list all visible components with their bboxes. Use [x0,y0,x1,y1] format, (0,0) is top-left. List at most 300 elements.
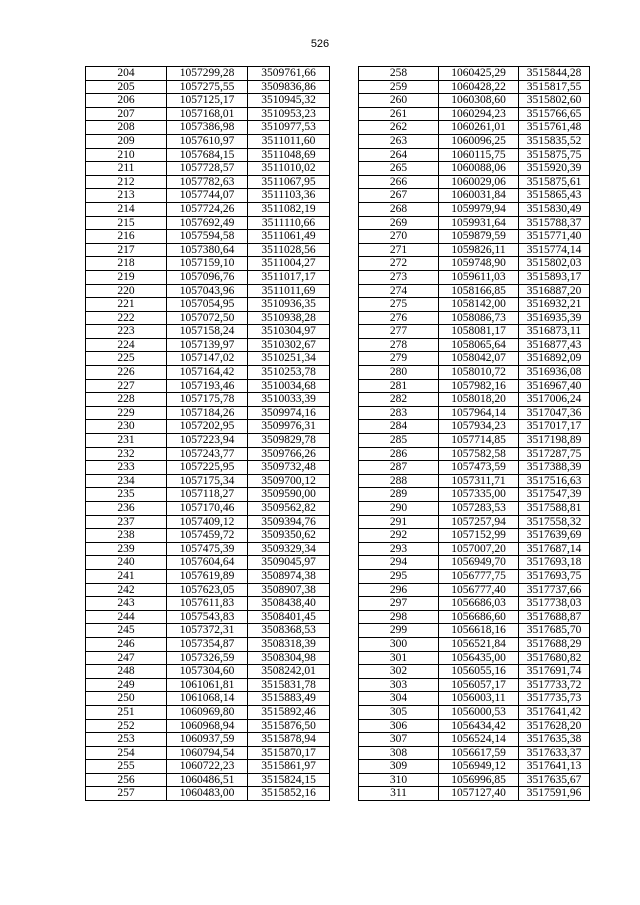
y-coordinate-cell: 3517737,66 [519,583,590,597]
x-coordinate-cell: 1060261,01 [439,121,519,135]
table-row [86,597,330,611]
point-number-cell: 264 [359,148,439,162]
coordinates-table-right [358,66,590,801]
point-number-cell: 253 [86,733,167,747]
point-number-cell: 207 [86,107,167,121]
table-row [359,556,590,570]
point-number-cell: 268 [359,202,439,216]
y-coordinate-cell: 3509350,62 [248,529,330,543]
table-row [359,447,590,461]
y-coordinate-cell: 3517516,63 [519,474,590,488]
point-number-cell: 305 [359,705,439,719]
point-number-cell: 213 [86,189,167,203]
x-coordinate-cell: 1057473,59 [439,461,519,475]
table-row [86,366,330,380]
y-coordinate-cell: 3517693,18 [519,556,590,570]
point-number-cell: 238 [86,529,167,543]
x-coordinate-cell: 1060115,75 [439,148,519,162]
table-row [86,243,330,257]
table-row [86,270,330,284]
point-number-cell: 304 [359,692,439,706]
y-coordinate-cell: 3510034,68 [248,379,330,393]
table-row [359,542,590,556]
x-coordinate-cell: 1057354,87 [167,637,248,651]
point-number-cell: 214 [86,202,167,216]
y-coordinate-cell: 3515870,17 [248,746,330,760]
point-number-cell: 216 [86,230,167,244]
point-number-cell: 217 [86,243,167,257]
y-coordinate-cell: 3515875,75 [519,148,590,162]
point-number-cell: 261 [359,107,439,121]
table-row [86,434,330,448]
point-number-cell: 302 [359,665,439,679]
x-coordinate-cell: 1061061,81 [167,678,248,692]
y-coordinate-cell: 3515824,15 [248,773,330,787]
point-number-cell: 280 [359,366,439,380]
table-row [359,597,590,611]
table-row [86,678,330,692]
y-coordinate-cell: 3509974,16 [248,406,330,420]
table-row [86,556,330,570]
point-number-cell: 252 [86,719,167,733]
point-number-cell: 204 [86,67,167,81]
x-coordinate-cell: 1060483,00 [167,787,248,801]
x-coordinate-cell: 1058042,07 [439,352,519,366]
point-number-cell: 233 [86,461,167,475]
point-number-cell: 299 [359,624,439,638]
x-coordinate-cell: 1057223,94 [167,434,248,448]
point-number-cell: 225 [86,352,167,366]
point-number-cell: 227 [86,379,167,393]
table-row [86,542,330,556]
x-coordinate-cell: 1058065,64 [439,338,519,352]
point-number-cell: 262 [359,121,439,135]
point-number-cell: 228 [86,393,167,407]
point-number-cell: 292 [359,529,439,543]
table-row [86,134,330,148]
x-coordinate-cell: 1057193,46 [167,379,248,393]
y-coordinate-cell: 3516932,21 [519,298,590,312]
point-number-cell: 226 [86,366,167,380]
y-coordinate-cell: 3515844,28 [519,67,590,81]
y-coordinate-cell: 3517287,75 [519,447,590,461]
y-coordinate-cell: 3517685,70 [519,624,590,638]
table-row [359,243,590,257]
x-coordinate-cell: 1057611,83 [167,597,248,611]
point-number-cell: 311 [359,787,439,801]
x-coordinate-cell: 1060096,25 [439,134,519,148]
point-number-cell: 275 [359,298,439,312]
y-coordinate-cell: 3517639,69 [519,529,590,543]
x-coordinate-cell: 1057728,57 [167,162,248,176]
y-coordinate-cell: 3517547,39 [519,488,590,502]
y-coordinate-cell: 3515852,16 [248,787,330,801]
table-row [359,733,590,747]
x-coordinate-cell: 1057243,77 [167,447,248,461]
point-number-cell: 283 [359,406,439,420]
table-row [359,338,590,352]
table-row [86,760,330,774]
y-coordinate-cell: 3517738,03 [519,597,590,611]
y-coordinate-cell: 3511061,49 [248,230,330,244]
table-row [359,202,590,216]
table-row [359,393,590,407]
point-number-cell: 310 [359,773,439,787]
y-coordinate-cell: 3510936,35 [248,298,330,312]
table-row [86,787,330,801]
y-coordinate-cell: 3515817,55 [519,80,590,94]
x-coordinate-cell: 1057147,02 [167,352,248,366]
x-coordinate-cell: 1056434,42 [439,719,519,733]
table-row [359,610,590,624]
point-number-cell: 211 [86,162,167,176]
table-row [359,665,590,679]
x-coordinate-cell: 1056057,17 [439,678,519,692]
table-row [359,637,590,651]
x-coordinate-cell: 1061068,14 [167,692,248,706]
point-number-cell: 247 [86,651,167,665]
point-number-cell: 234 [86,474,167,488]
y-coordinate-cell: 3511011,60 [248,134,330,148]
y-coordinate-cell: 3510302,67 [248,338,330,352]
y-coordinate-cell: 3510251,34 [248,352,330,366]
point-number-cell: 270 [359,230,439,244]
y-coordinate-cell: 3515875,61 [519,175,590,189]
point-number-cell: 284 [359,420,439,434]
y-coordinate-cell: 3515878,94 [248,733,330,747]
table-row [86,583,330,597]
y-coordinate-cell: 3516877,43 [519,338,590,352]
point-number-cell: 297 [359,597,439,611]
point-number-cell: 285 [359,434,439,448]
y-coordinate-cell: 3515766,65 [519,107,590,121]
table-row [359,325,590,339]
table-row [86,94,330,108]
x-coordinate-cell: 1056000,53 [439,705,519,719]
point-number-cell: 263 [359,134,439,148]
point-number-cell: 260 [359,94,439,108]
point-number-cell: 259 [359,80,439,94]
y-coordinate-cell: 3517735,73 [519,692,590,706]
x-coordinate-cell: 1057724,26 [167,202,248,216]
table-row [86,610,330,624]
point-number-cell: 278 [359,338,439,352]
point-number-cell: 229 [86,406,167,420]
table-row [86,515,330,529]
x-coordinate-cell: 1056777,40 [439,583,519,597]
point-number-cell: 294 [359,556,439,570]
point-number-cell: 290 [359,502,439,516]
y-coordinate-cell: 3510938,28 [248,311,330,325]
x-coordinate-cell: 1057096,76 [167,270,248,284]
table-row [359,705,590,719]
table-row [86,67,330,81]
point-number-cell: 222 [86,311,167,325]
table-row [359,760,590,774]
x-coordinate-cell: 1057459,72 [167,529,248,543]
y-coordinate-cell: 3515802,60 [519,94,590,108]
point-number-cell: 254 [86,746,167,760]
y-coordinate-cell: 3508401,45 [248,610,330,624]
table-row [86,461,330,475]
point-number-cell: 308 [359,746,439,760]
table-row [359,569,590,583]
x-coordinate-cell: 1058142,00 [439,298,519,312]
x-coordinate-cell: 1057299,28 [167,67,248,81]
y-coordinate-cell: 3517688,29 [519,637,590,651]
x-coordinate-cell: 1057782,63 [167,175,248,189]
point-number-cell: 249 [86,678,167,692]
y-coordinate-cell: 3516935,39 [519,311,590,325]
y-coordinate-cell: 3517635,38 [519,733,590,747]
x-coordinate-cell: 1057159,10 [167,257,248,271]
point-number-cell: 237 [86,515,167,529]
table-row [86,189,330,203]
table-row [359,583,590,597]
x-coordinate-cell: 1057326,59 [167,651,248,665]
y-coordinate-cell: 3511110,66 [248,216,330,230]
y-coordinate-cell: 3508907,38 [248,583,330,597]
y-coordinate-cell: 3509045,97 [248,556,330,570]
y-coordinate-cell: 3509394,76 [248,515,330,529]
x-coordinate-cell: 1056003,11 [439,692,519,706]
y-coordinate-cell: 3515861,97 [248,760,330,774]
point-number-cell: 230 [86,420,167,434]
table-row [359,284,590,298]
table-row [86,230,330,244]
table-row [359,148,590,162]
table-row [359,529,590,543]
y-coordinate-cell: 3510953,23 [248,107,330,121]
x-coordinate-cell: 1057168,01 [167,107,248,121]
table-row [86,107,330,121]
table-row [86,624,330,638]
x-coordinate-cell: 1057118,27 [167,488,248,502]
x-coordinate-cell: 1060425,29 [439,67,519,81]
table-row [359,406,590,420]
x-coordinate-cell: 1057934,23 [439,420,519,434]
table-row [86,257,330,271]
x-coordinate-cell: 1056686,03 [439,597,519,611]
point-number-cell: 257 [86,787,167,801]
y-coordinate-cell: 3509562,82 [248,502,330,516]
table-row [86,719,330,733]
table-row [86,447,330,461]
table-row [86,284,330,298]
y-coordinate-cell: 3511017,17 [248,270,330,284]
y-coordinate-cell: 3511082,19 [248,202,330,216]
table-row [86,705,330,719]
table-row [86,298,330,312]
y-coordinate-cell: 3515920,39 [519,162,590,176]
x-coordinate-cell: 1057164,42 [167,366,248,380]
table-row [359,257,590,271]
table-row [359,488,590,502]
x-coordinate-cell: 1057594,58 [167,230,248,244]
point-number-cell: 250 [86,692,167,706]
table-row [359,216,590,230]
x-coordinate-cell: 1057372,31 [167,624,248,638]
table-row [359,474,590,488]
table-row [359,121,590,135]
y-coordinate-cell: 3509976,31 [248,420,330,434]
point-number-cell: 277 [359,325,439,339]
x-coordinate-cell: 1058086,73 [439,311,519,325]
point-number-cell: 295 [359,569,439,583]
x-coordinate-cell: 1056617,59 [439,746,519,760]
point-number-cell: 266 [359,175,439,189]
point-number-cell: 219 [86,270,167,284]
x-coordinate-cell: 1060308,60 [439,94,519,108]
table-row [359,189,590,203]
point-number-cell: 209 [86,134,167,148]
x-coordinate-cell: 1060031,84 [439,189,519,203]
point-number-cell: 212 [86,175,167,189]
y-coordinate-cell: 3517588,81 [519,502,590,516]
table-row [359,270,590,284]
x-coordinate-cell: 1057714,85 [439,434,519,448]
point-number-cell: 272 [359,257,439,271]
x-coordinate-cell: 1057202,95 [167,420,248,434]
x-coordinate-cell: 1057225,95 [167,461,248,475]
table-row [86,651,330,665]
point-number-cell: 282 [359,393,439,407]
table-row [86,420,330,434]
point-number-cell: 267 [359,189,439,203]
y-coordinate-cell: 3515831,78 [248,678,330,692]
y-coordinate-cell: 3517047,36 [519,406,590,420]
y-coordinate-cell: 3516967,40 [519,379,590,393]
x-coordinate-cell: 1056524,14 [439,733,519,747]
y-coordinate-cell: 3517388,39 [519,461,590,475]
x-coordinate-cell: 1056521,84 [439,637,519,651]
table-row [359,678,590,692]
x-coordinate-cell: 1057604,64 [167,556,248,570]
y-coordinate-cell: 3517688,87 [519,610,590,624]
point-number-cell: 251 [86,705,167,719]
y-coordinate-cell: 3517733,72 [519,678,590,692]
x-coordinate-cell: 1057072,50 [167,311,248,325]
y-coordinate-cell: 3517635,67 [519,773,590,787]
y-coordinate-cell: 3515830,49 [519,202,590,216]
table-row [86,148,330,162]
point-number-cell: 244 [86,610,167,624]
x-coordinate-cell: 1056949,12 [439,760,519,774]
point-number-cell: 271 [359,243,439,257]
table-row [359,461,590,475]
y-coordinate-cell: 3509732,48 [248,461,330,475]
x-coordinate-cell: 1057275,55 [167,80,248,94]
x-coordinate-cell: 1058018,20 [439,393,519,407]
y-coordinate-cell: 3509761,66 [248,67,330,81]
y-coordinate-cell: 3517628,20 [519,719,590,733]
y-coordinate-cell: 3510945,32 [248,94,330,108]
y-coordinate-cell: 3517198,89 [519,434,590,448]
table-row [359,746,590,760]
point-number-cell: 309 [359,760,439,774]
x-coordinate-cell: 1057964,14 [439,406,519,420]
table-row [86,474,330,488]
y-coordinate-cell: 3508438,40 [248,597,330,611]
x-coordinate-cell: 1060969,80 [167,705,248,719]
table-row [359,134,590,148]
y-coordinate-cell: 3517687,14 [519,542,590,556]
x-coordinate-cell: 1057582,58 [439,447,519,461]
y-coordinate-cell: 3516887,20 [519,284,590,298]
table-row [359,94,590,108]
x-coordinate-cell: 1057007,20 [439,542,519,556]
point-number-cell: 232 [86,447,167,461]
y-coordinate-cell: 3517693,75 [519,569,590,583]
point-number-cell: 205 [86,80,167,94]
table-row [86,393,330,407]
y-coordinate-cell: 3509700,12 [248,474,330,488]
table-row [86,379,330,393]
x-coordinate-cell: 1057127,40 [439,787,519,801]
x-coordinate-cell: 1057175,34 [167,474,248,488]
x-coordinate-cell: 1060486,51 [167,773,248,787]
x-coordinate-cell: 1057184,26 [167,406,248,420]
y-coordinate-cell: 3509590,00 [248,488,330,502]
table-row [359,624,590,638]
y-coordinate-cell: 3515876,50 [248,719,330,733]
point-number-cell: 256 [86,773,167,787]
point-number-cell: 291 [359,515,439,529]
y-coordinate-cell: 3510304,97 [248,325,330,339]
table-row [86,637,330,651]
x-coordinate-cell: 1057744,07 [167,189,248,203]
y-coordinate-cell: 3517680,82 [519,651,590,665]
y-coordinate-cell: 3510033,39 [248,393,330,407]
x-coordinate-cell: 1057543,83 [167,610,248,624]
x-coordinate-cell: 1057311,71 [439,474,519,488]
point-number-cell: 218 [86,257,167,271]
point-number-cell: 241 [86,569,167,583]
point-number-cell: 240 [86,556,167,570]
table-row [86,502,330,516]
table-row [359,162,590,176]
y-coordinate-cell: 3511010,02 [248,162,330,176]
y-coordinate-cell: 3516892,09 [519,352,590,366]
point-number-cell: 289 [359,488,439,502]
x-coordinate-cell: 1060794,54 [167,746,248,760]
x-coordinate-cell: 1056055,16 [439,665,519,679]
x-coordinate-cell: 1059826,11 [439,243,519,257]
point-number-cell: 300 [359,637,439,651]
x-coordinate-cell: 1057175,78 [167,393,248,407]
x-coordinate-cell: 1057335,00 [439,488,519,502]
x-coordinate-cell: 1060294,23 [439,107,519,121]
point-number-cell: 276 [359,311,439,325]
x-coordinate-cell: 1057054,95 [167,298,248,312]
point-number-cell: 208 [86,121,167,135]
point-number-cell: 206 [86,94,167,108]
y-coordinate-cell: 3509836,86 [248,80,330,94]
x-coordinate-cell: 1057982,16 [439,379,519,393]
table-row [86,773,330,787]
point-number-cell: 236 [86,502,167,516]
point-number-cell: 210 [86,148,167,162]
y-coordinate-cell: 3510977,53 [248,121,330,135]
point-number-cell: 221 [86,298,167,312]
y-coordinate-cell: 3515893,17 [519,270,590,284]
point-number-cell: 307 [359,733,439,747]
x-coordinate-cell: 1057623,05 [167,583,248,597]
y-coordinate-cell: 3511048,69 [248,148,330,162]
x-coordinate-cell: 1060937,59 [167,733,248,747]
point-number-cell: 239 [86,542,167,556]
y-coordinate-cell: 3511011,69 [248,284,330,298]
